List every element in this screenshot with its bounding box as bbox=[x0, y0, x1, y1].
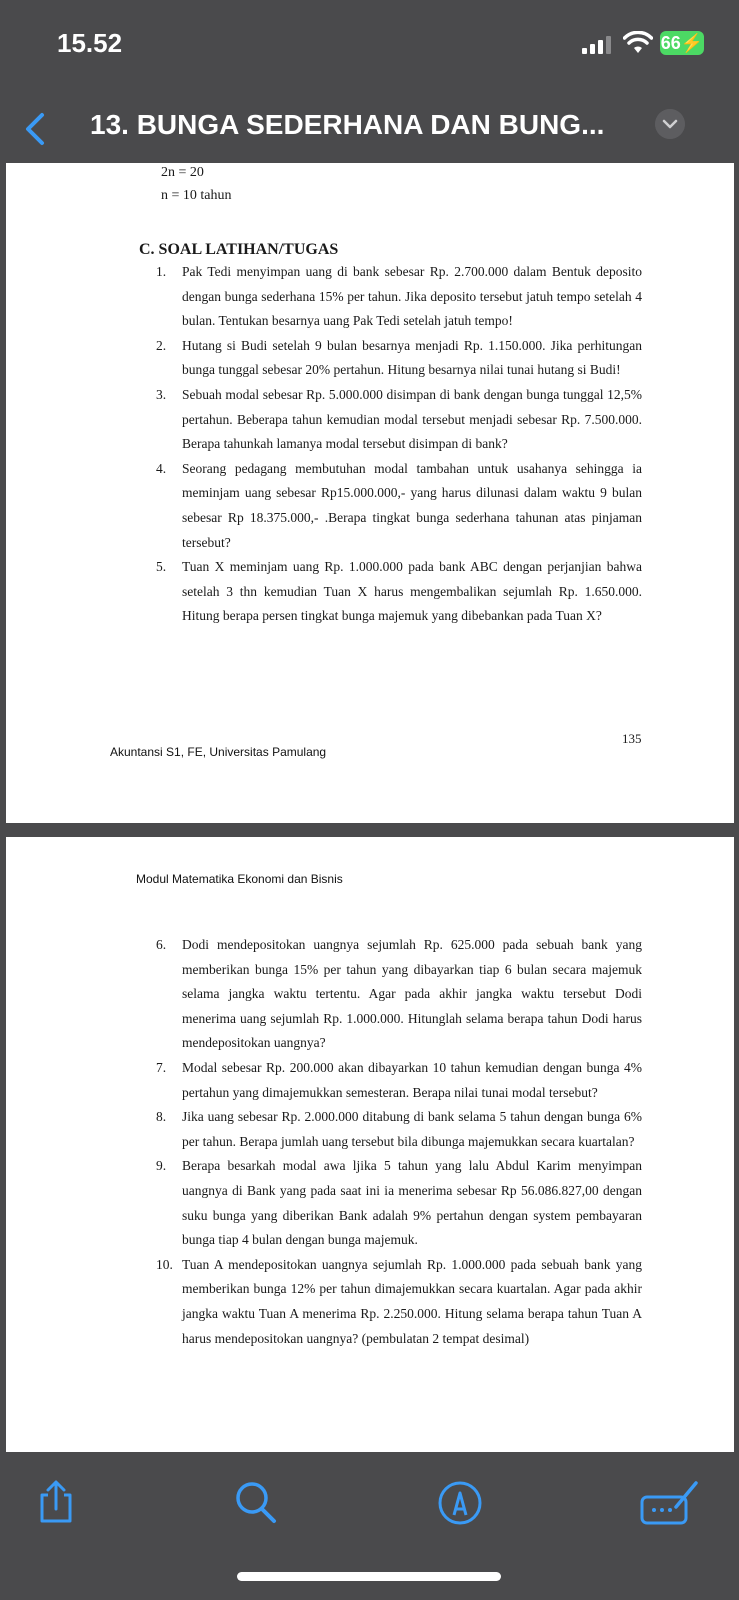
document-page-136 bbox=[6, 837, 734, 1452]
item-number: 1. bbox=[156, 264, 167, 279]
share-icon[interactable] bbox=[32, 1479, 80, 1527]
page-number: 135 bbox=[622, 731, 642, 746]
item-text: Sebuah modal sebesar Rp. 5.000.000 disimpan di bank dengan bunga tunggal 12,5% pertahun. Beberapa tahun kemudian modal tersebut menjadi sebesar Rp. 7.500.000. Berapa tahunkah lamanya modal tersebut disimpan di bank? bbox=[182, 386, 642, 452]
equation-line: 2n = 20 bbox=[161, 165, 204, 180]
charging-bolt-icon: ⚡ bbox=[680, 33, 704, 53]
item-text: Tuan A mendepositokan uangnya sejumlah Rp. 1.000.000 pada sebuah bank yang memberikan bunga 12% per tahun dimajemukkan secara kuartalan. Agar pada akhir jangka waktu Tuan A menerima Rp. 2.250.000. Hitung selama berapa tahun Tuan A harus mendepositokan uangnya? (pembulatan 2 tempat desimal) bbox=[182, 1256, 642, 1346]
item-number: 7. bbox=[156, 1059, 167, 1075]
list-item bbox=[156, 1253, 642, 1351]
item-text: Berapa besarkah modal awa ljika 5 tahun yang lalu Abdul Karim menyimpan uangnya di Bank yang pada saat ini ia menerima sebesar Rp 56.086.827,00 dengan suku bunga yang diberikan Bank adalah 9% pertahun dengan system pembayaran bunga tiap 4 bulan dengan bunga majemuk. bbox=[182, 1158, 642, 1248]
list-item bbox=[156, 1056, 642, 1105]
list-item bbox=[156, 1105, 642, 1154]
battery-level: 66 bbox=[660, 33, 681, 53]
item-text: Tuan X meminjam uang Rp. 1.000.000 pada bank ABC dengan perjanjian bahwa setelah 3 thn kemudian Tuan X harus mengembalikan sejumlah Rp. 1.650.000. Hitung berapa persen tingkat bunga majemuk yang dibebankan pada Tuan X? bbox=[182, 559, 642, 624]
status-bar bbox=[0, 0, 739, 95]
item-number: 3. bbox=[156, 386, 167, 402]
home-indicator bbox=[237, 1572, 501, 1581]
back-chevron-icon[interactable] bbox=[22, 109, 52, 149]
item-text: Jika uang sebesar Rp. 2.000.000 ditabung di bank selama 5 tahun dengan bunga 6% per tahun. Berapa jumlah uang tersebut bila dibunga majemukkan secara kuartalan? bbox=[182, 1109, 642, 1149]
section-heading: C. SOAL LATIHAN/TUGAS bbox=[139, 241, 339, 258]
document-title[interactable]: 13. BUNGA SEDERHANA DAN BUNG... bbox=[90, 109, 605, 140]
item-text: Pak Tedi menyimpan uang di bank sebesar Rp. 2.700.000 dalam Bentuk deposito dengan bunga sederhana 15% per tahun. Jika deposito tersebut jatuh tempo setelah 4 bulan. Tentukan besarnya uang Pak Tedi setelah jatuh tempo! bbox=[182, 264, 642, 329]
item-text: Seorang pedagang membutuhan modal tambahan untuk usahanya sehingga ia meminjam uang sebesar Rp15.000.000,- yang harus dilunasi dalam waktu 9 bulan sebesar Rp 18.375.000,- .Berapa tingkat bunga sederhana tahunan atas pinjaman tersebut? bbox=[182, 460, 642, 550]
exercise-list bbox=[156, 933, 642, 1351]
exercise-list bbox=[156, 260, 642, 629]
item-number: 6. bbox=[156, 937, 167, 952]
item-number: 8. bbox=[156, 1109, 167, 1125]
bottom-toolbar bbox=[0, 1452, 739, 1600]
list-item bbox=[156, 260, 642, 334]
item-number: 5. bbox=[156, 559, 167, 575]
sign-icon[interactable] bbox=[640, 1479, 700, 1527]
battery-indicator bbox=[660, 31, 704, 55]
chevron-down-icon[interactable] bbox=[655, 109, 685, 139]
search-icon[interactable] bbox=[232, 1479, 280, 1527]
page-header: Modul Matematika Ekonomi dan Bisnis bbox=[136, 872, 343, 886]
cellular-signal-icon bbox=[582, 36, 612, 54]
equation-line: n = 10 tahun bbox=[161, 188, 232, 203]
list-item bbox=[156, 334, 642, 383]
document-page-135 bbox=[6, 163, 734, 823]
list-item bbox=[156, 457, 642, 555]
page-footer: Akuntansi S1, FE, Universitas Pamulang bbox=[110, 745, 327, 759]
list-item bbox=[156, 933, 642, 1056]
item-number: 2. bbox=[156, 337, 167, 353]
item-text: Modal sebesar Rp. 200.000 akan dibayarkan 10 tahun kemudian dengan bunga 4% pertahun yang dimajemukkan semesteran. Berapa nilai tunai modal tersebut? bbox=[182, 1059, 642, 1100]
markup-icon[interactable] bbox=[436, 1479, 484, 1527]
navigation-bar bbox=[0, 95, 739, 163]
item-number: 4. bbox=[156, 460, 167, 476]
item-number: 10. bbox=[156, 1256, 173, 1272]
item-number: 9. bbox=[156, 1158, 167, 1174]
item-text: Dodi mendepositokan uangnya sejumlah Rp. 625.000 pada sebuah bank yang memberikan bunga 15% per tahun yang dibayarkan tiap 6 bulan secara majemuk selama jangka waktu tertentu. Agar pada akhir jangka waktu tersebut Dodi menerima uang sejumlah Rp. 1.000.000. Hitunglah selama berapa tahun Dodi harus mendepositokan uangnya? bbox=[182, 937, 642, 1051]
status-time: 15.52 bbox=[57, 28, 123, 58]
item-text: Hutang si Budi setelah 9 bulan besarnya menjadi Rp. 1.150.000. Jika perhitungan bunga tunggal sebesar 20% pertahun. Hitung besarnya nilai tunai hutang si Budi! bbox=[182, 337, 642, 378]
wifi-icon bbox=[623, 31, 653, 55]
list-item bbox=[156, 383, 642, 457]
list-item bbox=[156, 555, 642, 629]
list-item bbox=[156, 1154, 642, 1252]
